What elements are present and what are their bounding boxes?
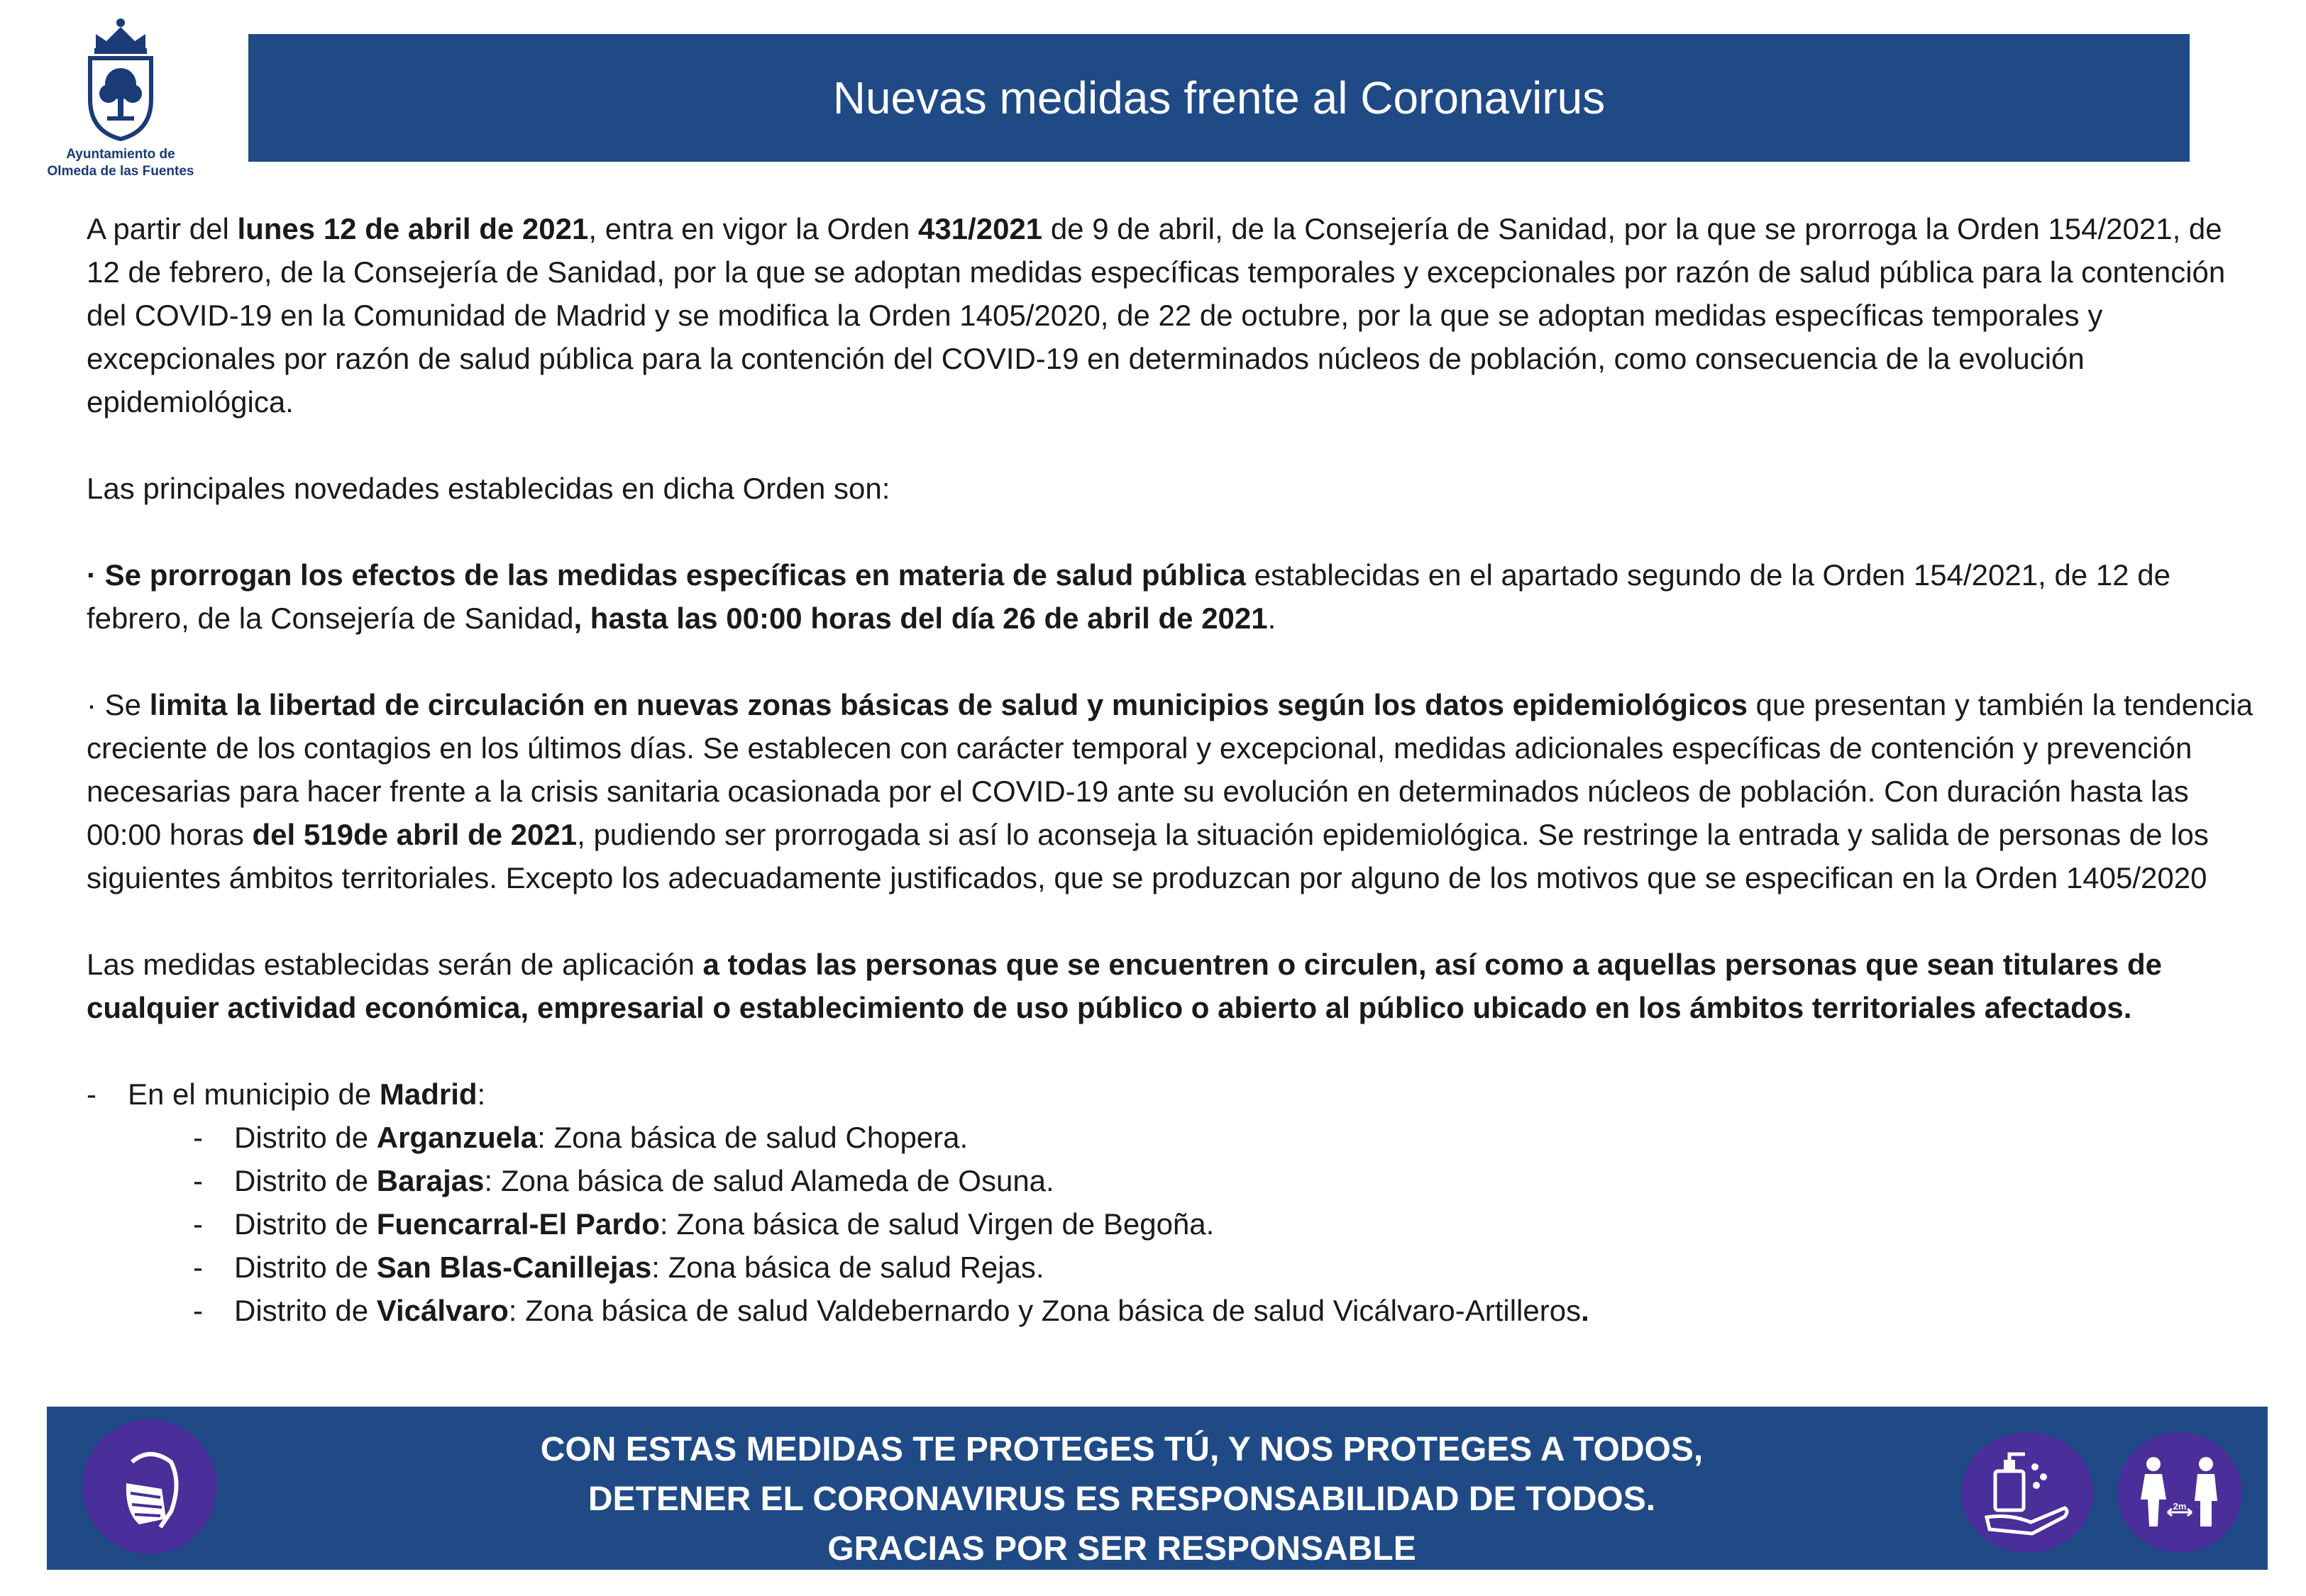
text-run: , pudiendo ser prorrogada si así lo aconseja la situación epidemiológica. Se restringe la entrada y salida de personas de los siguientes ámbitos territoriales. Excepto los adecuadamente justificados, que se produzcan por alguno de los motivos que se especifican en la Orden 1405/2020	[87, 818, 2209, 894]
zone-text: : Zona básica de salud Chopera.	[537, 1121, 969, 1154]
mobility-paragraph	[87, 683, 2258, 899]
zone-text: : Zona básica de salud Alameda de Osuna.	[484, 1164, 1054, 1197]
text-run-bold: .	[1581, 1294, 1589, 1327]
footer-banner	[47, 1407, 2268, 1570]
text-run: A partir del	[87, 212, 238, 245]
list-item-madrid	[87, 1073, 2258, 1116]
text-run: En el municipio de	[128, 1077, 380, 1111]
text-run: de 9 de abril, de la Consejería de Sanidad, por la que se prorroga la Orden 154/2021, de 12 de febrero, de la Consejería de Sanidad, por la que se adoptan medidas específicas temporales y excepcionales por razón de salud pública para la contención del COVID-19 en la Comunidad de Madrid y se modifica la Orden 1405/2020, de 22 de octubre, por la que se adoptan medidas específicas temporales y excepcionales por razón de salud pública para la contención del COVID-19 en determinados núcleos de población, como consecuencia de la evolución epidemiológica.	[87, 212, 2226, 419]
list-item	[87, 1202, 2258, 1246]
scope-paragraph	[87, 943, 2258, 1029]
text-run: , entra en vigor la Orden	[588, 212, 918, 245]
list-item	[87, 1116, 2258, 1159]
document-body	[87, 207, 2258, 1332]
text-run: :	[477, 1077, 486, 1111]
novelties-intro: Las principales novedades establecidas en dicha Orden son:	[87, 472, 890, 505]
page-title: Nuevas medidas frente al Coronavirus	[832, 72, 1606, 123]
text-run-bold: limita la libertad de circulación en nuevas zonas básicas de salud y municipios según los datos epidemiológicos	[149, 688, 1748, 721]
text-run: Distrito de	[234, 1251, 377, 1284]
footer-line-2: DETENER EL CORONAVIRUS ES RESPONSABILIDAD DE TODOS.	[587, 1480, 1656, 1518]
logo-line-2: Olmeda de las Fuentes	[47, 164, 194, 179]
district-name: Barajas	[376, 1164, 485, 1197]
list-dash: -	[87, 1077, 96, 1111]
intro-paragraph	[87, 207, 2258, 423]
district-name: Fuencarral-El Pardo	[376, 1207, 660, 1241]
distance-label: 2m	[2173, 1501, 2187, 1512]
list-dash: -	[193, 1121, 203, 1154]
list-item	[87, 1159, 2258, 1202]
text-run: Distrito de	[234, 1121, 377, 1154]
hand-sanitizer-icon	[1961, 1432, 2093, 1553]
title-banner	[248, 34, 2190, 162]
district-name: Vicálvaro	[376, 1294, 509, 1327]
text-run-bold: , hasta las 00:00 horas del día 26 de abril de 2021	[573, 602, 1268, 635]
logo-line-1: Ayuntamiento de	[66, 147, 175, 162]
text-run: establecidas en el apartado segundo de la Orden 154/2021, de 12 de febrero, de la Consejería de Sanidad	[87, 558, 2170, 635]
list-dash: -	[193, 1251, 203, 1284]
text-run: que presentan y también la tendencia creciente de los contagios en los últimos días. Se establecen con carácter temporal y excepcional, medidas adicionales específicas de contención y prevención necesarias para hacer frente a la crisis sanitaria ocasionada por el COVID-19 ante su evolución en determinados núcleos de población. Con duración hasta las 00:00 horas	[87, 688, 2253, 851]
text-run-bold: a todas las personas que se encuentren o circulen, así como a aquellas personas que sean titulares de cualquier actividad económica, empresarial o establecimiento de uso público o abierto al público ubicado en los ámbitos territoriales afectados.	[87, 948, 2162, 1024]
zone-text: : Zona básica de salud Rejas.	[651, 1251, 1044, 1284]
list-item	[87, 1289, 2258, 1332]
zone-text: : Zona básica de salud Virgen de Begoña.	[659, 1207, 1215, 1241]
list-item	[87, 1246, 2258, 1289]
order-number: 431/2021	[917, 212, 1043, 245]
text-run: .	[1267, 602, 1276, 635]
text-run: Las medidas establecidas serán de aplicación	[87, 948, 703, 981]
footer-line-3: GRACIAS POR SER RESPONSABLE	[827, 1530, 1416, 1568]
text-run: Distrito de	[234, 1207, 377, 1241]
municipality-name: Madrid	[379, 1077, 478, 1111]
district-name: Arganzuela	[376, 1121, 538, 1154]
text-run-bold: del 519de abril de 2021	[252, 818, 578, 851]
text-run: Distrito de	[234, 1294, 377, 1327]
effective-date: lunes 12 de abril de 2021	[237, 212, 589, 245]
text-run: Distrito de	[234, 1164, 377, 1197]
district-name: San Blas-Canillejas	[376, 1251, 652, 1284]
text-run-bold: · Se prorrogan los efectos de las medidas específicas en materia de salud pública	[87, 558, 1246, 592]
extension-paragraph	[87, 553, 2258, 640]
list-dash: -	[193, 1207, 203, 1241]
coat-of-arms-icon	[82, 14, 160, 142]
municipality-logo	[28, 14, 213, 192]
footer-line-1: CON ESTAS MEDIDAS TE PROTEGES TÚ, Y NOS PROTEGES A TODOS,	[540, 1431, 1704, 1468]
list-dash: -	[193, 1294, 203, 1327]
face-mask-icon	[82, 1419, 217, 1554]
social-distance-icon	[2117, 1432, 2242, 1553]
text-run: · Se	[87, 688, 150, 721]
zone-text: : Zona básica de salud Valdebernardo y Zona básica de salud Vicálvaro-Artilleros	[508, 1294, 1582, 1327]
list-dash: -	[193, 1164, 203, 1197]
